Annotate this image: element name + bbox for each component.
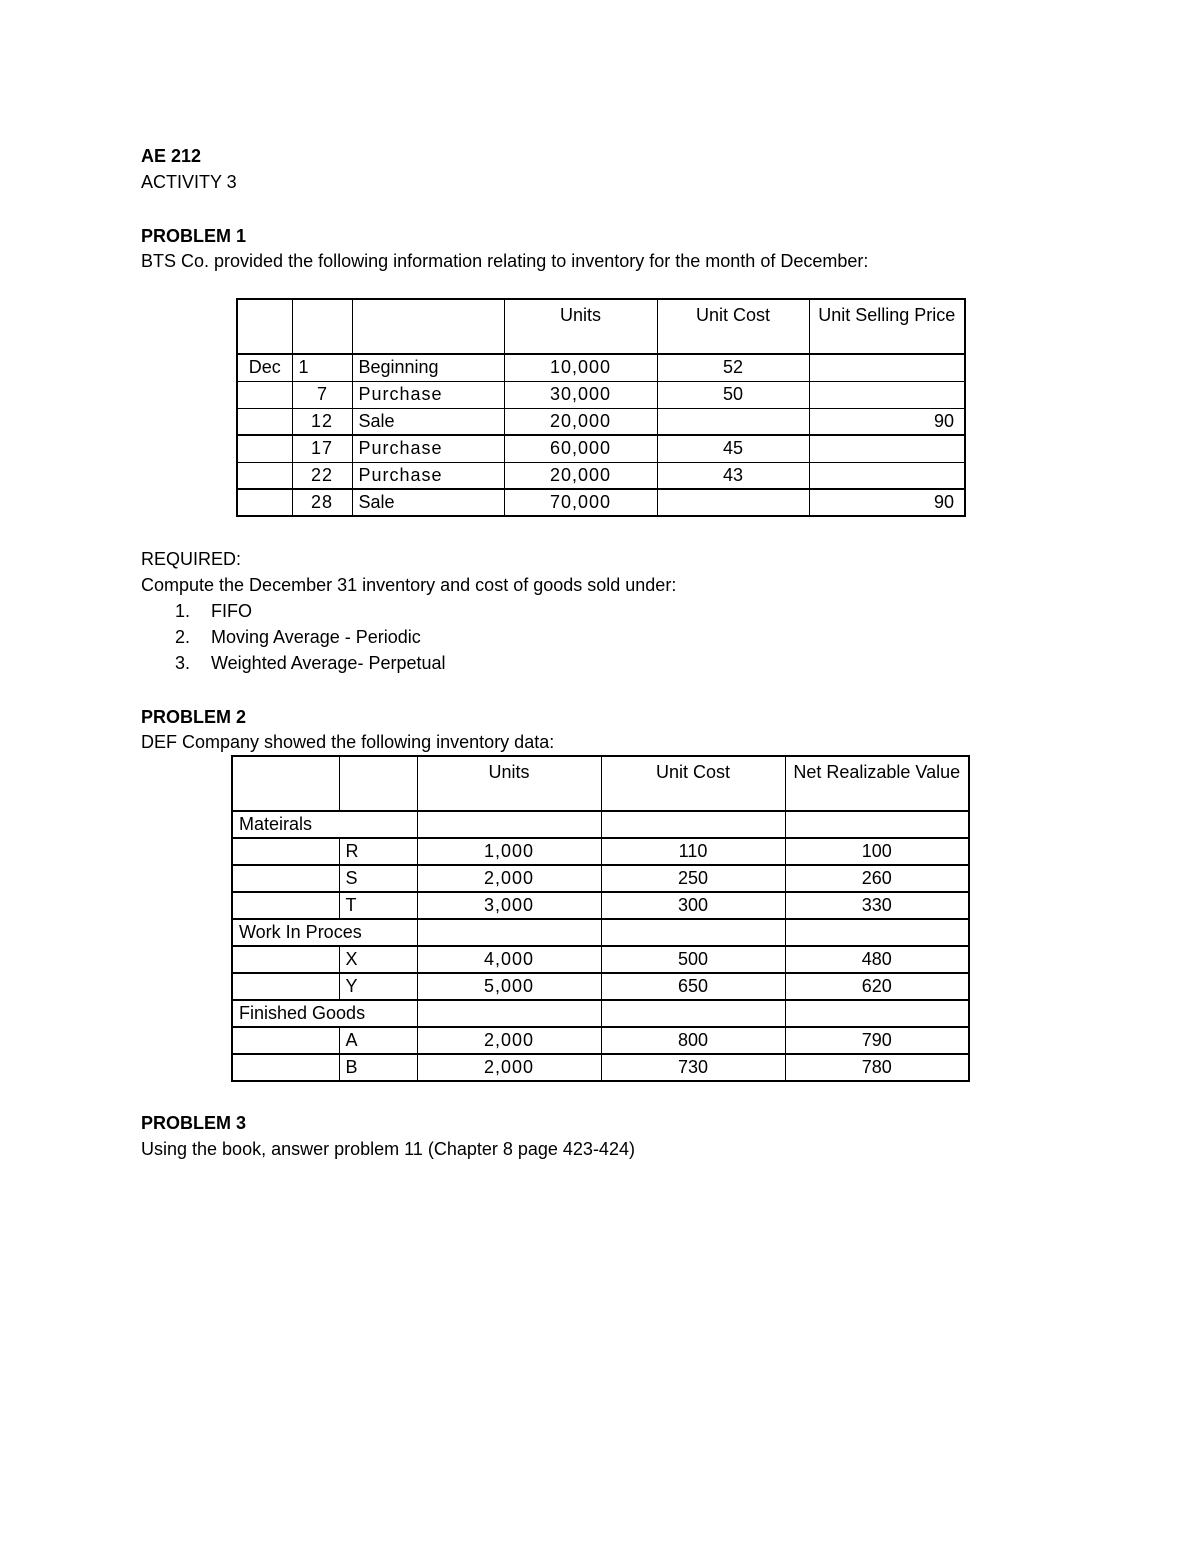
table-row-category (232, 919, 969, 946)
cell-units: 20,000 (504, 408, 657, 435)
cell-unit-cost: 500 (601, 946, 785, 973)
cell-selling-price (809, 354, 965, 381)
cell-unit-cost: 45 (657, 435, 809, 462)
list-item: FIFO (211, 601, 252, 621)
list-item-number: 3. (175, 653, 191, 673)
course-code: AE 212 (141, 146, 202, 166)
table-row (232, 973, 969, 1000)
table-row (232, 1054, 969, 1081)
problem2-title: PROBLEM 2 (141, 707, 247, 727)
problem1-intro: BTS Co. provided the following information relating to inventory for the month of December: (141, 251, 869, 271)
cell-month: Dec (237, 354, 292, 381)
cell-blank (232, 1054, 339, 1081)
cell-unit-cost: 250 (601, 865, 785, 892)
cell-unit-cost: 43 (657, 462, 809, 489)
cell-units: 60,000 (504, 435, 657, 462)
cell-day: 7 (292, 381, 352, 408)
header-cell (292, 299, 352, 354)
cell-item: T (339, 892, 417, 919)
header-units: Units (417, 756, 601, 811)
cell-day: 22 (292, 462, 352, 489)
cell-nrv (785, 1000, 969, 1027)
cell-selling-price: 90 (809, 489, 965, 516)
problem2-intro: DEF Company showed the following inventory data: (141, 732, 555, 752)
cell-units: 10,000 (504, 354, 657, 381)
list-item-number: 1. (175, 601, 191, 621)
table-header-row (232, 756, 969, 811)
cell-transaction: Purchase (352, 462, 504, 489)
cell-item: X (339, 946, 417, 973)
cell-day: 28 (292, 489, 352, 516)
cell-nrv: 480 (785, 946, 969, 973)
header-units: Units (504, 299, 657, 354)
cell-blank (232, 973, 339, 1000)
cell-units: 5,000 (417, 973, 601, 1000)
table-row (237, 354, 965, 381)
cell-nrv: 780 (785, 1054, 969, 1081)
cell-item: A (339, 1027, 417, 1054)
cell-unit-cost: 52 (657, 354, 809, 381)
cell-blank (232, 1027, 339, 1054)
cell-day: 1 (292, 354, 352, 381)
required-text: Compute the December 31 inventory and cost of goods sold under: (141, 575, 677, 595)
table-row-category (232, 1000, 969, 1027)
problem2-table (231, 755, 970, 1082)
category-label: Mateirals (232, 811, 417, 838)
cell-nrv (785, 811, 969, 838)
category-label: Finished Goods (232, 1000, 417, 1027)
list-item-number: 2. (175, 627, 191, 647)
cell-transaction: Sale (352, 408, 504, 435)
table-row-category (232, 811, 969, 838)
cell-blank (232, 892, 339, 919)
cell-units: 1,000 (417, 838, 601, 865)
cell-units: 20,000 (504, 462, 657, 489)
header-cell (352, 299, 504, 354)
cell-units: 70,000 (504, 489, 657, 516)
table-row (237, 435, 965, 462)
cell-unit-cost: 800 (601, 1027, 785, 1054)
cell-day: 17 (292, 435, 352, 462)
cell-month (237, 381, 292, 408)
cell-item: Y (339, 973, 417, 1000)
cell-units: 3,000 (417, 892, 601, 919)
cell-blank (232, 865, 339, 892)
header-unit-selling-price: Unit Selling Price (809, 299, 965, 354)
cell-month (237, 489, 292, 516)
header-cell (237, 299, 292, 354)
cell-month (237, 435, 292, 462)
cell-unit-cost (601, 811, 785, 838)
table-row (237, 381, 965, 408)
cell-unit-cost: 300 (601, 892, 785, 919)
cell-unit-cost (601, 919, 785, 946)
cell-units (417, 919, 601, 946)
cell-transaction: Purchase (352, 381, 504, 408)
table-row (237, 408, 965, 435)
cell-selling-price (809, 381, 965, 408)
cell-units (417, 1000, 601, 1027)
cell-unit-cost (657, 489, 809, 516)
cell-item: B (339, 1054, 417, 1081)
header-unit-cost: Unit Cost (601, 756, 785, 811)
list-item: Weighted Average- Perpetual (211, 653, 446, 673)
problem3-title: PROBLEM 3 (141, 1113, 247, 1133)
table-header-row (237, 299, 965, 354)
cell-unit-cost (657, 408, 809, 435)
problem3-text: Using the book, answer problem 11 (Chapter 8 page 423-424) (141, 1139, 635, 1159)
table-row (232, 892, 969, 919)
cell-transaction: Sale (352, 489, 504, 516)
table-row (232, 865, 969, 892)
cell-nrv: 260 (785, 865, 969, 892)
problem1-title: PROBLEM 1 (141, 226, 247, 246)
activity-title: ACTIVITY 3 (141, 172, 237, 192)
cell-units: 2,000 (417, 1027, 601, 1054)
table-row (232, 838, 969, 865)
table-row (232, 946, 969, 973)
cell-nrv: 100 (785, 838, 969, 865)
header-cell (339, 756, 417, 811)
cell-transaction: Purchase (352, 435, 504, 462)
cell-units (417, 811, 601, 838)
cell-selling-price (809, 435, 965, 462)
cell-unit-cost: 730 (601, 1054, 785, 1081)
header-cell (232, 756, 339, 811)
header-unit-cost: Unit Cost (657, 299, 809, 354)
required-label: REQUIRED: (141, 549, 242, 569)
cell-nrv: 790 (785, 1027, 969, 1054)
cell-nrv: 620 (785, 973, 969, 1000)
cell-unit-cost (601, 1000, 785, 1027)
cell-units: 4,000 (417, 946, 601, 973)
problem1-table (236, 298, 966, 517)
cell-unit-cost: 110 (601, 838, 785, 865)
cell-blank (232, 838, 339, 865)
category-label: Work In Proces (232, 919, 417, 946)
cell-blank (232, 946, 339, 973)
cell-selling-price: 90 (809, 408, 965, 435)
table-row (232, 1027, 969, 1054)
cell-nrv (785, 919, 969, 946)
cell-units: 30,000 (504, 381, 657, 408)
cell-day: 12 (292, 408, 352, 435)
list-item: Moving Average - Periodic (211, 627, 421, 647)
cell-month (237, 462, 292, 489)
cell-item: S (339, 865, 417, 892)
cell-unit-cost: 650 (601, 973, 785, 1000)
cell-unit-cost: 50 (657, 381, 809, 408)
table-row (237, 489, 965, 516)
cell-item: R (339, 838, 417, 865)
cell-units: 2,000 (417, 865, 601, 892)
cell-month (237, 408, 292, 435)
table-row (237, 462, 965, 489)
cell-transaction: Beginning (352, 354, 504, 381)
cell-units: 2,000 (417, 1054, 601, 1081)
header-net-realizable-value: Net Realizable Value (785, 756, 969, 811)
cell-nrv: 330 (785, 892, 969, 919)
cell-selling-price (809, 462, 965, 489)
